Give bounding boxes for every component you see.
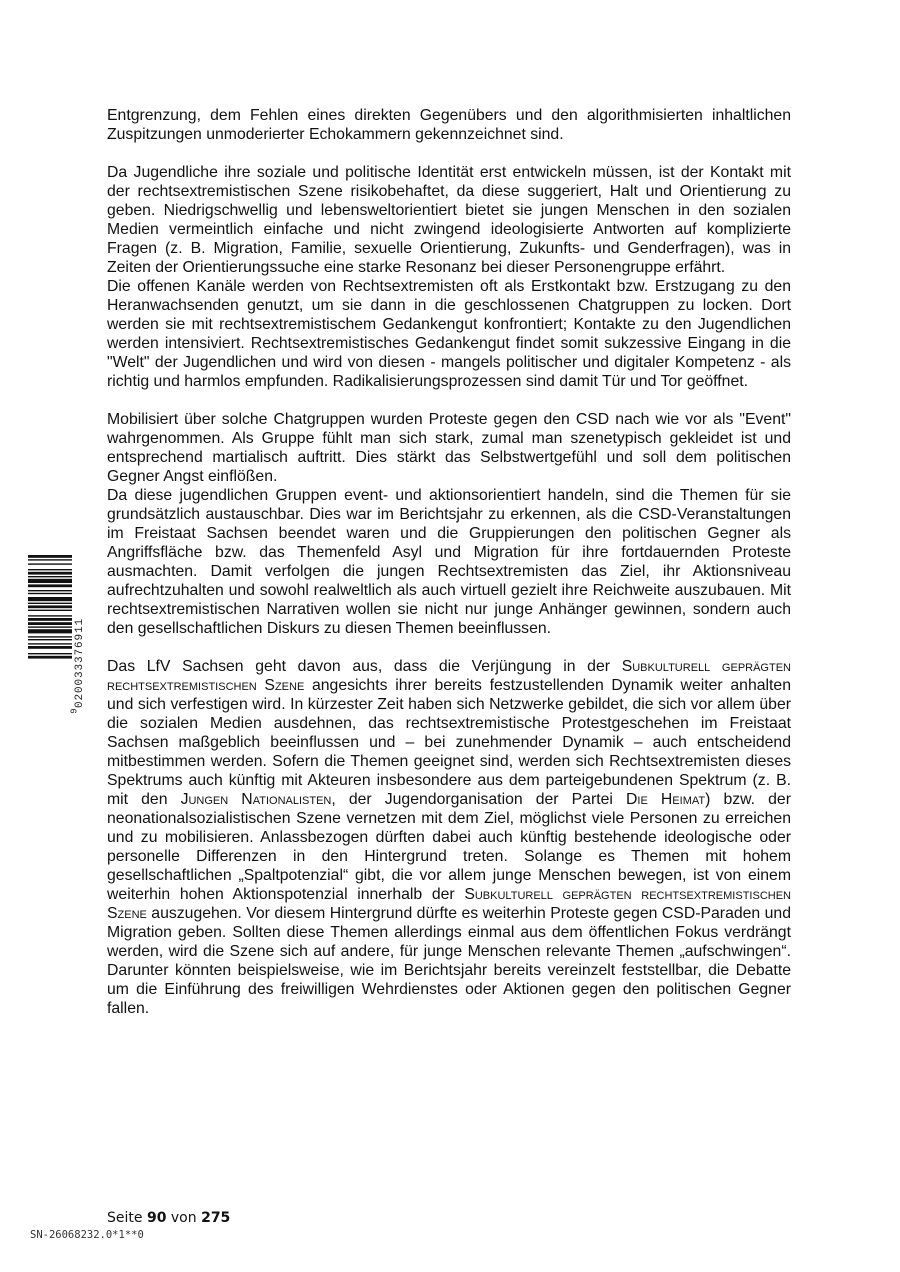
p6-text-2: angesichts ihrer bereits festzustellenden Dynamik weiter anhalten und sich verfestigen wird. In kürzester Zeit haben sich Netzwerke gebildet, die sich vor allem über die sozialen Medien ausdehnen, das rechtsextremistische Protestgeschehen im Freistaat Sachsen maßgeblich beeinflussen und – bei zunehmender Dynamik – auch entscheidend mitbestimmen werden. Sofern die Themen geeignet sind, werden sich Rechtsextremisten dieses Spektrums auch künftig mit Akteuren insbesondere aus dem parteigebundenen Spektrum (z. B. mit den bbox=[107, 677, 791, 808]
barcode-bar bbox=[28, 653, 72, 654]
barcode-bar bbox=[28, 593, 72, 594]
barcode-graphic bbox=[28, 555, 72, 705]
barcode-bar bbox=[28, 615, 72, 616]
barcode-bar bbox=[28, 605, 72, 608]
barcode-bar bbox=[28, 622, 72, 625]
barcode-bar bbox=[28, 618, 72, 621]
page-footer bbox=[107, 1210, 230, 1226]
barcode-bar bbox=[28, 610, 72, 611]
barcode-bar bbox=[28, 626, 72, 627]
p6-text-1: Das LfV Sachsen geht davon aus, dass die Verjüngung in der bbox=[107, 658, 622, 675]
term-subkulturell-szene: Subkulturell geprägten rechtsextremistischen Szene bbox=[107, 658, 791, 694]
term-jungen-nationalisten: Jungen Nationalisten bbox=[180, 791, 332, 808]
barcode-lead-digit: 9 bbox=[69, 708, 80, 714]
footer-middle: von bbox=[170, 1210, 197, 1226]
barcode-bar bbox=[28, 559, 72, 560]
barcode-number: 020033376911 bbox=[74, 617, 86, 708]
barcode-bar bbox=[28, 576, 72, 577]
barcode-bar bbox=[28, 656, 72, 659]
p6-text-4: ) bzw. der neonationalsozialistischen Szene vernetzen mit dem Ziel, möglichst viele Personen zu erreichen und zu mobilisieren. Anlassbezogen dürften dabei auch künftig bestehende ideologische oder personelle Differenzen in den Hintergrund treten. Solange es Themen mit hohem gesellschaftlichen „Spaltpotenzial“ gibt, die vor allem junge Menschen bewegen, ist von einem weiterhin hohen Aktionspotenzial innerhalb der bbox=[107, 791, 791, 903]
barcode-bar bbox=[28, 603, 72, 604]
p6-text-5: auszugehen. Vor diesem Hintergrund dürfte es weiterhin Proteste gegen CSD-Paraden und Migration geben. Sollten diese Themen allerdings einmal aus dem öffentlichen Fokus verdrängt werden, wird die Szene sich auf andere, für junge Menschen relevante Themen „aufschwingen“. Darunter könnten beispielsweise, wie im Berichtsjahr bereits vereinzelt feststellbar, die Debatte um die Einführung des freiwilligen Wehrdienstes oder Aktionen gegen den politischen Gegner fallen. bbox=[107, 905, 791, 1017]
paragraph-1: Entgrenzung, dem Fehlen eines direkten Gegenübers und den algorithmisierten inhaltlichen Zuspitzungen unmoderierter Echokammern gekennzeichnet sind. bbox=[107, 107, 791, 143]
document-id: SN-26068232.0*1**0 bbox=[30, 1229, 144, 1241]
barcode-bar bbox=[28, 639, 72, 640]
footer-prefix: Seite bbox=[107, 1210, 143, 1226]
term-subkulturell-szene-2: Subkulturell geprägten rechtsextremistischen Szene bbox=[107, 886, 791, 922]
barcode-bar bbox=[28, 555, 72, 558]
barcode-bar bbox=[28, 643, 72, 644]
total-pages: 275 bbox=[201, 1210, 231, 1226]
barcode-bar bbox=[28, 572, 72, 575]
paragraph-5: Da diese jugendlichen Gruppen event- und aktionsorientiert handeln, sind die Themen für sie grundsätzlich austauschbar. Dies war im Berichtsjahr zu erkennen, als die CSD-Veranstaltungen im Freistaat Sachsen beendet waren und die Gruppierungen den politischen Gegner als Angriffsfläche bzw. das Themenfeld Asyl und Migration für ihre fortdauernden Proteste ausmachten. Damit verfolgen die jungen Rechtsextremisten das Ziel, ihr Aktionsniveau aufrechtzuhalten und sowohl realweltlich als auch virtuell gezielt ihre Reichweite auszubauen. Mit rechtsextremistischen Narrativen wollen sie nicht nur junge Anhänger gewinnen, sondern auch den gesellschaftlichen Diskurs zu diesen Themen beeinflussen. bbox=[107, 487, 791, 637]
paragraph-3: Die offenen Kanäle werden von Rechtsextremisten oft als Erstkontakt bzw. Erstzugang zu den Heranwachsenden genutzt, um sie dann in die geschlossenen Chatgruppen zu locken. Dort werden sie mit rechtsextremistischem Gedankengut konfrontiert; Kontakte zu den Jugendlichen werden intensiviert. Rechtsextremistisches Gedankengut findet somit sukzessive Eingang in die "Welt" der Jugendlichen und wird von diesen - mangels politischer und digitaler Kompetenz - als richtig und harmlos empfunden. Radikalisierungsprozessen sind damit Tür und Tor geöffnet. bbox=[107, 278, 791, 390]
barcode-bar bbox=[28, 579, 72, 583]
p6-text-3: , der Jugendorganisation der Partei bbox=[331, 791, 627, 808]
barcode-bar bbox=[28, 597, 72, 601]
paragraph-6 bbox=[107, 657, 791, 1018]
barcode-bar bbox=[28, 636, 72, 637]
paragraph-2: Da Jugendliche ihre soziale und politische Identität erst entwickeln müssen, ist der Kontakt mit der rechtsextremistischen Szene risikobehaftet, da diese suggeriert, Halt und Orientierung zu geben. Niedrigschwellig und lebensweltorientiert bietet sie jungen Menschen in den sozialen Medien vermeintlich einfache und nicht zwingend ideologisierte Antworten auf komplizierte Fragen (z. B. Migration, Familie, sexuelle Orientierung, Zukunfts- und Genderfragen), was in Zeiten der Orientierungssuche eine starke Resonanz bei dieser Personengruppe erfährt. bbox=[107, 164, 791, 276]
barcode-bar bbox=[28, 584, 72, 587]
barcode-bar bbox=[28, 629, 72, 633]
barcode-bar bbox=[28, 590, 72, 591]
term-die-heimat: Die Heimat bbox=[626, 791, 706, 808]
paragraph-4: Mobilisiert über solche Chatgruppen wurden Proteste gegen den CSD nach wie vor als "Event" wahrgenommen. Als Gruppe fühlt man sich stark, zumal man szenetypisch gekleidet ist und entsprechend martialisch auftritt. Dies stärkt das Selbstwertgefühl und soll dem politischen Gegner Angst einflößen. bbox=[107, 411, 791, 485]
current-page-number: 90 bbox=[146, 1210, 167, 1226]
barcode-bar bbox=[28, 563, 72, 564]
barcode-bar bbox=[28, 646, 72, 649]
barcode-bar bbox=[28, 569, 72, 570]
main-text bbox=[107, 106, 791, 1018]
